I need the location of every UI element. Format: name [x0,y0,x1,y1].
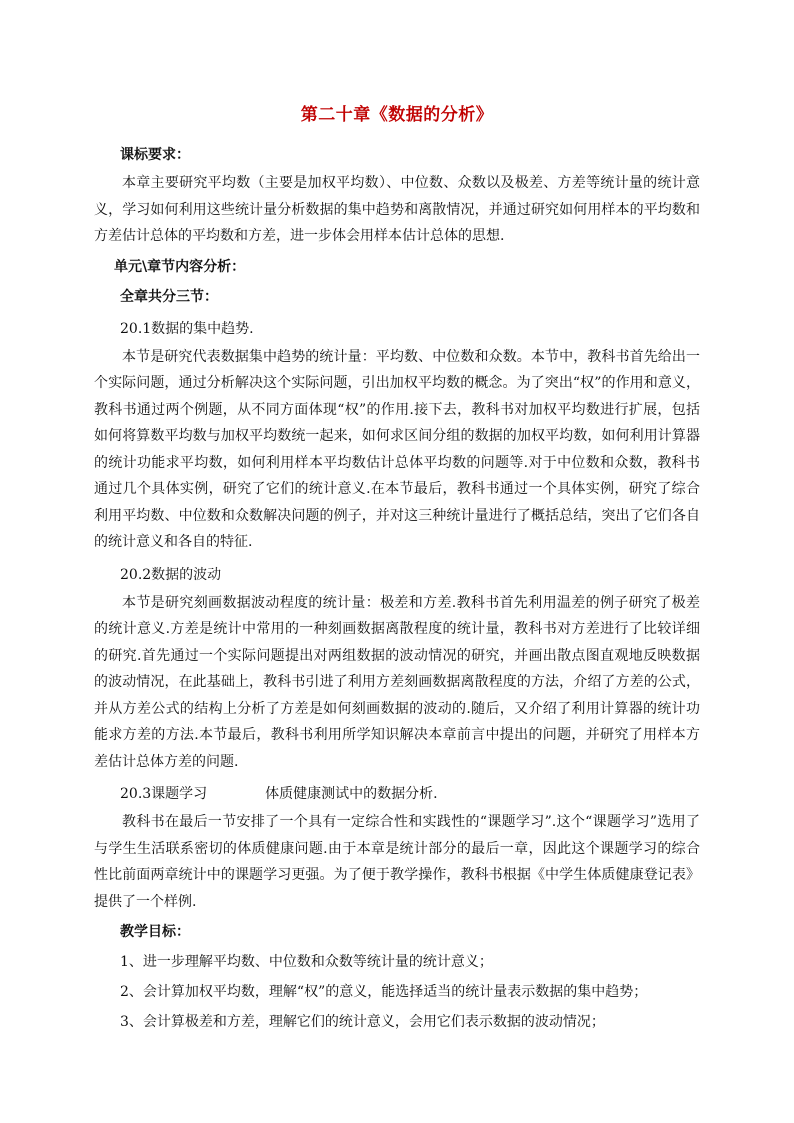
goal-item-1: 1、进一步理解平均数、中位数和众数等统计量的统计意义； [120,954,493,970]
section-20-1-title: 20.1数据的集中趋势. [120,320,254,337]
curriculum-paragraph: 本章主要研究平均数（主要是加权平均数）、中位数、众数以及极差、方差等统计量的统计意义，学习如何利用这些统计量分析数据的集中趋势和离散情况，并通过研究如何用样本的平均数和方差估计总体的平均数和方差，进一步体会用样本估计总体的思想. [94,175,700,244]
unit-analysis-heading: 单元\章节内容分析： [114,258,246,275]
section-20-3-paragraph: 教科书在最后一节安排了一个具有一定综合性和实践性的“课题学习”.这个“课题学习”选用了与学生生活联系密切的体质健康问题.由于本章是统计部分的最后一章，因此这个课题学习的综合性比前面两章统计中的课题学习更强。为了便于教学操作，教科书根据《中学生体质健康登记表》提供了一个样例. [94,814,700,910]
goal-item-3: 3、会计算极差和方差，理解它们的统计意义，会用它们表示数据的波动情况； [120,1014,605,1030]
section-20-2-paragraph: 本节是研究刻画数据波动程度的统计量：极差和方差.教科书首先利用温差的例子研究了极差的统计意义.方差是统计中常用的一种刻画数据离散程度的统计量，教科书对方差进行了比较详细的研究.首先通过一个实际问题提出对两组数据的波动情况的研究，并画出散点图直观地反映数据的波动情况，在此基础上，教科书引进了利用方差刻画数据离散程度的方法，介绍了方差的公式，并从方差公式的结构上分析了方差是如何刻画数据的波动的.随后，又介绍了利用计算器的统计功能求方差的方法.本节最后，教科书利用所学知识解决本章前言中提出的问题，并研究了用样本方差估计总体方差的问题. [94,594,700,770]
teaching-goals-heading: 教学目标： [120,924,190,940]
curriculum-heading: 课标要求： [120,147,190,163]
section-20-3-title [94,781,700,807]
three-sections-heading: 全章共分三节： [120,288,218,305]
section-20-1-paragraph: 本节是研究代表数据集中趋势的统计量：平均数、中位数和众数。本节中，教科书首先给出一个实际问题，通过分析解决这个实际问题，引出加权平均数的概念。为了突出“权”的作用和意义，教科书通过两个例题，从不同方面体现“权”的作用.接下去，教科书对加权平均数进行扩展，包括如何将算数平均数与加权平均数统一起来，如何求区间分组的数据的加权平均数，如何利用计算器的统计功能求平均数，如何利用样本平均数估计总体平均数的问题等.对于中位数和众数，教科书通过几个具体实例，研究了它们的统计意义.在本节最后，教科书通过一个具体实例，研究了综合利用平均数、中位数和众数解决问题的例子，并对这三种统计量进行了概括总结，突出了它们各自的统计意义和各自的特征. [94,348,700,550]
document-body [94,102,700,1039]
page-title: 第二十章《数据的分析》 [300,105,494,125]
section-20-3-title-left: 20.3课题学习 [120,786,208,802]
section-20-2-title: 20.2数据的波动 [120,566,222,583]
section-20-3-title-right: 体质健康测试中的数据分析. [265,786,438,802]
goal-item-2: 2、会计算加权平均数，理解“权”的意义，能选择适当的统计量表示数据的集中趋势； [120,984,648,1000]
